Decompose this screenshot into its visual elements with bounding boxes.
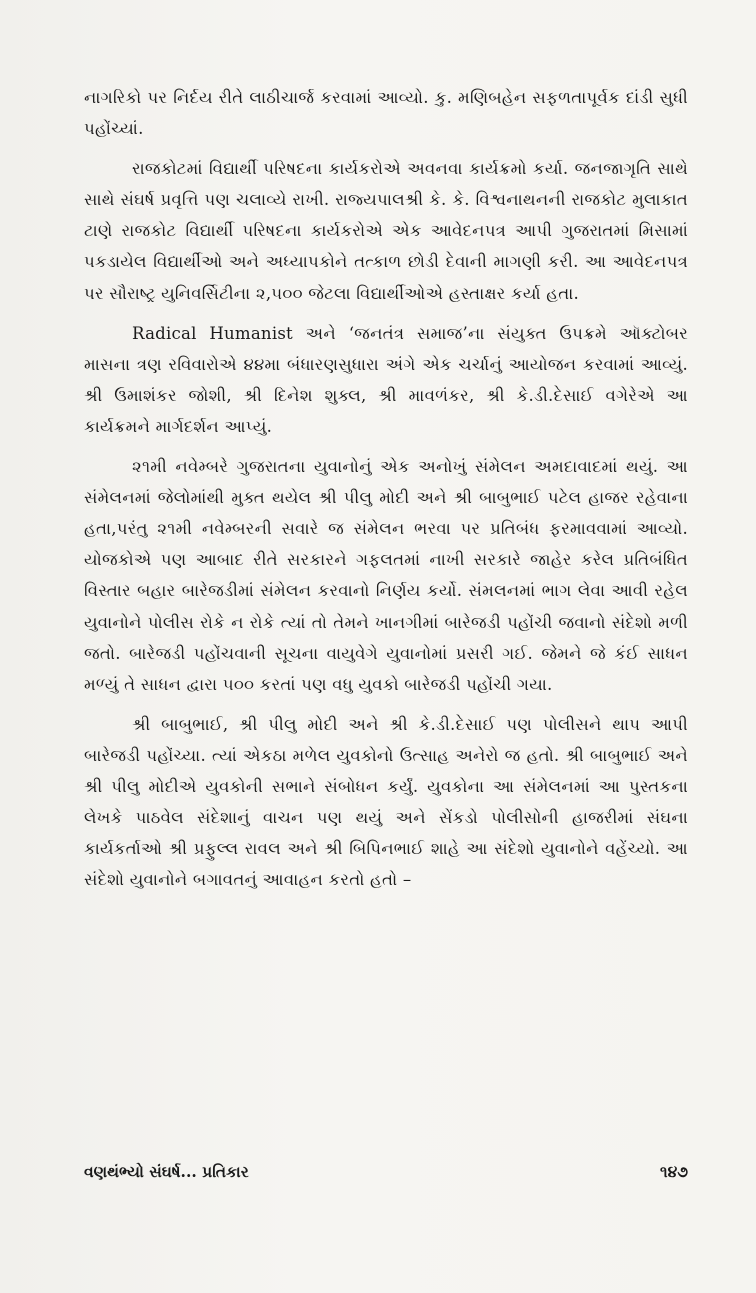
paragraph-barejadi: શ્રી બાબુભાઈ, શ્રી પીલુ મોદી અને શ્રી કે.ડી.દેસાઈ પણ પોલીસને થાપ આપી બારેજડી પહોંચ્યા. ત્યાં એકઠા મળેલ યુવકોનો ઉત્સાહ અનેરો જ હતો. શ્રી બાબુભાઈ અને શ્રી પીલુ મોદીએ યુવકોની સભાને સંબોધન કર્યું. યુવકોના આ સંમેલનમાં આ પુસ્તકના લેખકે પાઠવેલ સંદેશાનું વાચન પણ થયું અને સેંકડો પોલીસોની હાજરીમાં સંઘના કાર્યકર્તાઓ શ્રી પ્રફુલ્લ રાવલ અને શ્રી બિપિનભાઈ શાહે આ સંદેશો યુવાનોને વહેંચ્યો. આ સંદેશો યુવાનોને બગાવતનું આવાહન કરતો હતો –: [84, 714, 688, 890]
paragraph-rajkot: રાજકોટમાં વિદ્યાર્થી પરિષદના કાર્યકરોએ અવનવા કાર્યક્રમો કર્યા. જનજાગૃતિ સાથે સાથે સંઘર્ષ પ્રવૃત્તિ પણ ચલાવ્યે રાખી. રાજ્યપાલશ્રી કે. કે. વિશ્વનાથનની રાજકોટ મુલાકાત ટાણે રાજકોટ વિદ્યાર્થી પરિષદના કાર્યકરોએ એક આવેદનપત્ર આપી ગુજરાતમાં મિસામાં પકડાયેલ વિદ્યાર્થીઓ અને અધ્યાપકોને તત્કાળ છોડી દેવાની માગણી કરી. આ આવેદનપત્ર પર સૌરાષ્ટ્ર યુનિવર્સિટીના ૨,૫૦૦ જેટલા વિદ્યાર્થીઓએ હસ્તાક્ષર કર્યા હતા.: [84, 159, 688, 303]
running-title: વણથંભ્યો સંઘર્ષ... પ્રતિકાર: [84, 1162, 249, 1181]
paragraph-continuation: નાગરિકો પર નિર્દય રીતે લાઠીચાર્જ કરવામાં આવ્યો. કુ. મણિબહેન સફળતાપૂર્વક દાંડી સુધી પહોંચ્યાં.: [84, 88, 688, 139]
page-body: [84, 82, 688, 895]
page-number: ૧૪૭: [660, 1162, 688, 1181]
page-footer: [84, 1162, 688, 1182]
paragraph-radical-humanist: Radical Humanist અને ‘જનતંત્ર સમાજ’ના સંયુક્ત ઉપક્રમે ઑક્ટોબર માસના ત્રણ રવિવારોએ ૪૪મા બંધારણસુધારા અંગે એક ચર્ચાનું આયોજન કરવામાં આવ્યું. શ્રી ઉમાશંકર જોશી, શ્રી દિનેશ શુક્લ, શ્રી માવળંકર, શ્રી કે.ડી.દેસાઈ વગેરેએ આ કાર્યક્રમને માર્ગદર્શન આપ્યું.: [84, 323, 688, 436]
paragraph-youth-convention: ૨૧મી નવેમ્બરે ગુજરાતના યુવાનોનું એક અનોખું સંમેલન અમદાવાદમાં થયું. આ સંમેલનમાં જેલોમાંથી મુક્ત થયેલ શ્રી પીલુ મોદી અને શ્રી બાબુભાઈ પટેલ હાજર રહેવાના હતા,પરંતુ ૨૧મી નવેમ્બરની સવારે જ સંમેલન ભરવા પર પ્રતિબંધ ફરમાવવામાં આવ્યો. યોજકોએ પણ આબાદ રીતે સરકારને ગફલતમાં નાખી સરકારે જાહેર કરેલ પ્રતિબંધિત વિસ્તાર બહાર બારેજડીમાં સંમેલન કરવાનો નિર્ણય કર્યો. સંમલનમાં ભાગ લેવા આવી રહેલ યુવાનોને પોલીસ રોકે ન રોકે ત્યાં તો તેમને ખાનગીમાં બારેજડી પહોંચી જવાનો સંદેશો મળી જતો. બારેજડી પહોંચવાની સૂચના વાયુવેગે યુવાનોમાં પ્રસરી ગઈ. જેમને જે કંઈ સાધન મળ્યું તે સાધન દ્વારા ૫૦૦ કરતાં પણ વધુ યુવકો બારેજડી પહોંચી ગયા.: [84, 457, 688, 694]
